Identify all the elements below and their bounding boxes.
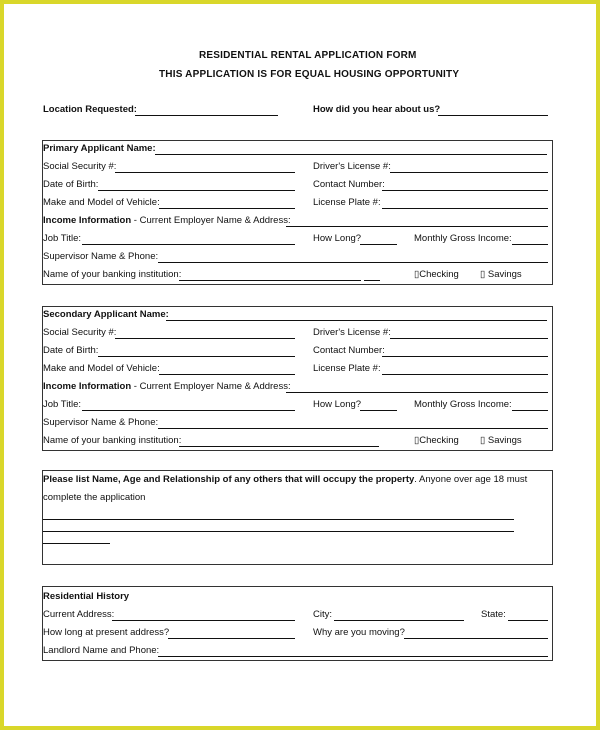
primary-license-field[interactable] bbox=[390, 172, 548, 173]
primary-contact-field[interactable] bbox=[382, 190, 548, 191]
primary-bank-label: Name of your banking institution: bbox=[43, 269, 182, 280]
primary-applicant-section bbox=[42, 140, 553, 285]
occupants-line-1[interactable] bbox=[43, 519, 514, 520]
primary-plate-field[interactable] bbox=[382, 208, 548, 209]
secondary-savings-label: Savings bbox=[487, 435, 522, 446]
secondary-dob-field[interactable] bbox=[98, 356, 295, 357]
primary-income-sub: - Current Employer Name & Address: bbox=[131, 215, 291, 226]
secondary-dob-label: Date of Birth: bbox=[43, 345, 99, 356]
residential-heading: Residential History bbox=[43, 591, 130, 602]
hear-about-field[interactable] bbox=[438, 115, 548, 116]
secondary-vehicle-label: Make and Model of Vehicle: bbox=[43, 363, 160, 374]
checkbox-icon[interactable]: ▯ bbox=[414, 269, 420, 280]
primary-name-field[interactable] bbox=[155, 154, 547, 155]
secondary-bank-field[interactable] bbox=[179, 446, 379, 447]
location-field[interactable] bbox=[135, 115, 278, 116]
form-subtitle: THIS APPLICATION IS FOR EQUAL HOUSING OPPORTUNITY bbox=[159, 69, 460, 80]
present-address-duration-field[interactable] bbox=[168, 638, 295, 639]
occupants-line-3[interactable] bbox=[43, 543, 110, 544]
current-address-field[interactable] bbox=[112, 620, 295, 621]
primary-bank-field[interactable] bbox=[179, 280, 361, 281]
secondary-howlong-field[interactable] bbox=[360, 410, 397, 411]
hear-about-label: How did you hear about us? bbox=[313, 104, 441, 115]
secondary-income-heading: Income Information bbox=[43, 381, 132, 392]
secondary-plate-field[interactable] bbox=[382, 374, 548, 375]
primary-checking-label: Checking bbox=[419, 269, 459, 280]
secondary-name-label: Secondary Applicant Name: bbox=[43, 309, 169, 320]
occupants-heading: Please list Name, Age and Relationship of any others that will occupy the property bbox=[43, 474, 415, 485]
primary-checking-option[interactable] bbox=[414, 269, 459, 281]
secondary-vehicle-field[interactable] bbox=[159, 374, 295, 375]
primary-savings-option[interactable] bbox=[480, 269, 522, 281]
secondary-checking-label: Checking bbox=[419, 435, 459, 446]
secondary-income-label bbox=[43, 381, 291, 393]
landlord-field[interactable] bbox=[158, 656, 548, 657]
primary-savings-label: Savings bbox=[487, 269, 522, 280]
occupants-note: . Anyone over age 18 must bbox=[414, 474, 528, 485]
primary-howlong-label: How Long? bbox=[313, 233, 362, 244]
secondary-license-label: Driver's License #: bbox=[313, 327, 391, 338]
secondary-supervisor-field[interactable] bbox=[158, 428, 548, 429]
primary-contact-label: Contact Number: bbox=[313, 179, 385, 190]
occupants-line-2[interactable] bbox=[43, 531, 514, 532]
checkbox-icon[interactable]: ▯ bbox=[414, 435, 420, 446]
secondary-applicant-section bbox=[42, 306, 553, 451]
primary-ssn-label: Social Security #: bbox=[43, 161, 117, 172]
primary-income-label bbox=[43, 215, 291, 227]
form-page bbox=[4, 4, 596, 726]
primary-gross-field[interactable] bbox=[512, 244, 548, 245]
state-label: State: bbox=[481, 609, 506, 620]
city-label: City: bbox=[313, 609, 332, 620]
secondary-contact-field[interactable] bbox=[382, 356, 548, 357]
primary-supervisor-field[interactable] bbox=[158, 262, 548, 263]
primary-vehicle-label: Make and Model of Vehicle: bbox=[43, 197, 160, 208]
secondary-howlong-label: How Long? bbox=[313, 399, 362, 410]
primary-plate-label: License Plate #: bbox=[313, 197, 381, 208]
secondary-plate-label: License Plate #: bbox=[313, 363, 381, 374]
secondary-ssn-field[interactable] bbox=[115, 338, 295, 339]
secondary-name-field[interactable] bbox=[166, 320, 547, 321]
primary-license-label: Driver's License #: bbox=[313, 161, 391, 172]
primary-gross-label: Monthly Gross Income: bbox=[414, 233, 512, 244]
secondary-employer-field[interactable] bbox=[286, 392, 548, 393]
secondary-gross-field[interactable] bbox=[512, 410, 548, 411]
city-field[interactable] bbox=[334, 620, 464, 621]
secondary-ssn-label: Social Security #: bbox=[43, 327, 117, 338]
occupants-note-2: complete the application bbox=[43, 492, 146, 503]
state-field[interactable] bbox=[508, 620, 548, 621]
secondary-job-label: Job Title: bbox=[43, 399, 82, 410]
primary-ssn-field[interactable] bbox=[115, 172, 295, 173]
primary-employer-field[interactable] bbox=[286, 226, 548, 227]
checkbox-icon[interactable]: ▯ bbox=[480, 435, 488, 446]
primary-job-label: Job Title: bbox=[43, 233, 82, 244]
present-address-duration-label: How long at present address? bbox=[43, 627, 170, 638]
secondary-job-field[interactable] bbox=[82, 410, 295, 411]
primary-income-heading: Income Information bbox=[43, 215, 132, 226]
checkbox-icon[interactable]: ▯ bbox=[480, 269, 488, 280]
form-title: RESIDENTIAL RENTAL APPLICATION FORM bbox=[199, 50, 417, 61]
secondary-income-sub: - Current Employer Name & Address: bbox=[131, 381, 291, 392]
landlord-label: Landlord Name and Phone: bbox=[43, 645, 160, 656]
primary-supervisor-label: Supervisor Name & Phone: bbox=[43, 251, 159, 262]
primary-vehicle-field[interactable] bbox=[159, 208, 295, 209]
primary-bank-field-extra[interactable] bbox=[364, 280, 380, 281]
secondary-license-field[interactable] bbox=[390, 338, 548, 339]
primary-dob-label: Date of Birth: bbox=[43, 179, 99, 190]
primary-howlong-field[interactable] bbox=[360, 244, 397, 245]
occupants-instructions bbox=[43, 474, 527, 486]
current-address-label: Current Address: bbox=[43, 609, 115, 620]
primary-job-field[interactable] bbox=[82, 244, 295, 245]
secondary-bank-label: Name of your banking institution: bbox=[43, 435, 182, 446]
location-label: Location Requested: bbox=[43, 104, 137, 115]
secondary-checking-option[interactable] bbox=[414, 435, 459, 447]
secondary-gross-label: Monthly Gross Income: bbox=[414, 399, 512, 410]
secondary-savings-option[interactable] bbox=[480, 435, 522, 447]
secondary-supervisor-label: Supervisor Name & Phone: bbox=[43, 417, 159, 428]
why-moving-field[interactable] bbox=[404, 638, 548, 639]
primary-dob-field[interactable] bbox=[98, 190, 295, 191]
secondary-contact-label: Contact Number: bbox=[313, 345, 385, 356]
why-moving-label: Why are you moving? bbox=[313, 627, 405, 638]
primary-name-label: Primary Applicant Name: bbox=[43, 143, 156, 154]
